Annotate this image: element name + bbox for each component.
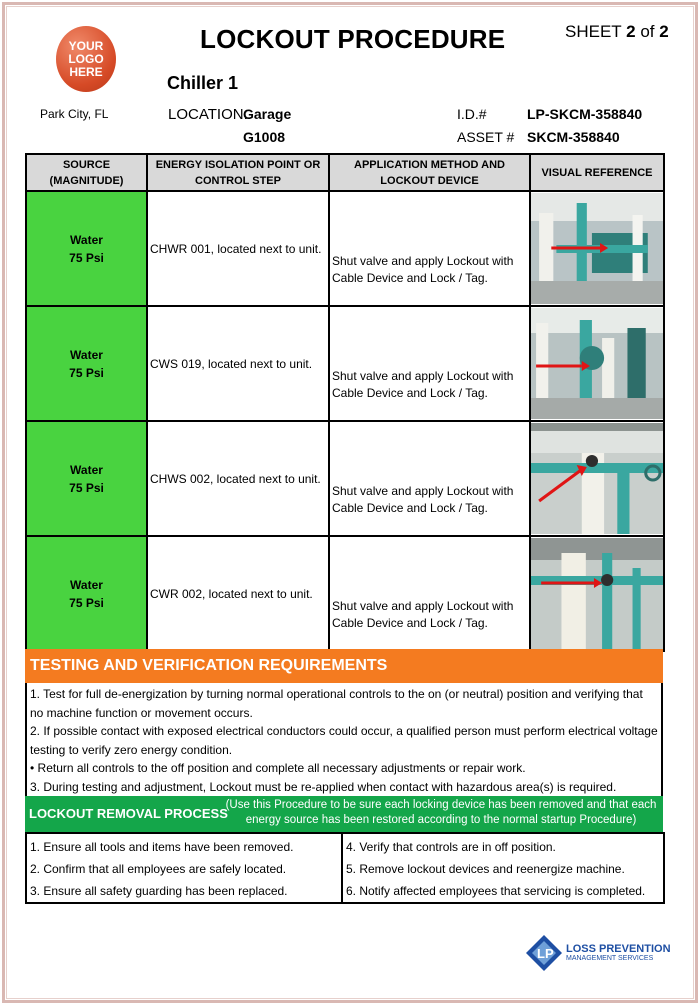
page-title: LOCKOUT PROCEDURE [200,24,506,54]
brand-line1: LOSS PREVENTION [566,943,671,955]
removal-header [25,796,663,832]
visual-reference-photo [530,306,664,421]
asset-label: ASSET # [457,129,515,145]
source-magnitude: 75 Psi [69,480,104,495]
testing-header: TESTING AND VERIFICATION REQUIREMENTS [25,649,663,683]
isolation-point: CHWR 001, located next to unit. [147,191,329,306]
testing-body [25,683,663,796]
lockout-table [25,153,665,652]
visual-reference-photo [530,421,664,536]
header-point: ENERGY ISOLATION POINT OR CONTROL STEP [147,154,329,191]
header-visual: VISUAL REFERENCE [530,154,664,191]
table-row [26,306,664,421]
sheet-current: 2 [626,22,636,41]
id-value: LP-SKCM-358840 [527,106,643,122]
source-type: Water [70,577,103,592]
sheet-prefix: SHEET [565,22,622,41]
testing-line: • Return all controls to the off position and complete all necessary adjustments or repair work. [30,761,526,776]
source-magnitude: 75 Psi [69,365,104,380]
removal-step: 3. Ensure all safety guarding has been replaced. [30,884,288,898]
removal-steps-right [342,833,664,903]
location-line1: Garage [243,106,292,122]
location-label: LOCATION: [168,106,248,123]
company-logo [56,26,116,92]
header-source: SOURCE (MAGNITUDE) [26,154,147,191]
logo-text: YOUR LOGO HERE [68,38,104,79]
source-cell [26,191,147,306]
source-type: Water [70,232,103,247]
isolation-point: CHWS 002, located next to unit. [147,421,329,536]
testing-line: 2. If possible contact with exposed electrical conductors could occur, a qualified person must perform electrical voltage testing to verify zero energy condition. [30,724,658,757]
application-method: Shut valve and apply Lockout with Cable Device and Lock / Tag. [329,306,530,421]
visual-reference-photo [530,191,664,306]
source-type: Water [70,462,103,477]
brand-line2: MANAGEMENT SERVICES [566,955,654,962]
application-method: Shut valve and apply Lockout with Cable Device and Lock / Tag. [329,191,530,306]
svg-text:LP: LP [537,946,554,961]
source-cell [26,306,147,421]
table-row [26,191,664,306]
source-magnitude: 75 Psi [69,250,104,265]
visual-reference-photo [530,536,664,651]
removal-step: 5. Remove lockout devices and reenergize machine. [346,862,625,876]
source-cell [26,536,147,651]
table-row [26,536,664,651]
isolation-point: CWS 019, located next to unit. [147,306,329,421]
valve-photo-2 [531,308,663,419]
removal-step: 2. Confirm that all employees are safely located. [30,862,287,876]
removal-step: 1. Ensure all tools and items have been removed. [30,840,294,854]
valve-photo-4 [531,538,663,649]
location-line2: G1008 [243,129,286,145]
city-label: Park City, FL [40,107,109,121]
removal-steps-left [26,833,342,903]
id-label: I.D.# [457,106,487,122]
testing-line: 3. During testing and adjustment, Lockout must be re-applied when contact with hazardous area(s) is required. [30,779,617,794]
valve-photo-3 [531,423,663,534]
source-type: Water [70,347,103,362]
application-method: Shut valve and apply Lockout with Cable Device and Lock / Tag. [329,536,530,651]
removal-step: 6. Notify affected employees that servicing is completed. [346,884,646,898]
header-method: APPLICATION METHOD AND LOCKOUT DEVICE [329,154,530,191]
valve-photo-1 [531,193,663,304]
source-magnitude: 75 Psi [69,595,104,610]
removal-title: LOCKOUT REMOVAL PROCESS [29,806,228,821]
isolation-point: CWR 002, located next to unit. [147,536,329,651]
sheet-total: 2 [659,22,669,41]
removal-note: (Use this Procedure to be sure each locking device has been removed and that each energy source has been restored according to the normal startup Procedure) [225,799,657,826]
sheet-number [565,22,669,42]
machine-name: Chiller 1 [167,73,239,93]
asset-value: SKCM-358840 [527,129,620,145]
table-row [26,421,664,536]
removal-step: 4. Verify that controls are in off position. [346,840,556,854]
removal-steps-table [25,832,665,904]
application-method: Shut valve and apply Lockout with Cable Device and Lock / Tag. [329,421,530,536]
source-cell [26,421,147,536]
testing-line: 1. Test for full de-energization by turning normal operational controls to the on (or neutral) position and verifying that no machine function or movement occurs. [30,687,643,720]
sheet-of: of [640,22,655,41]
